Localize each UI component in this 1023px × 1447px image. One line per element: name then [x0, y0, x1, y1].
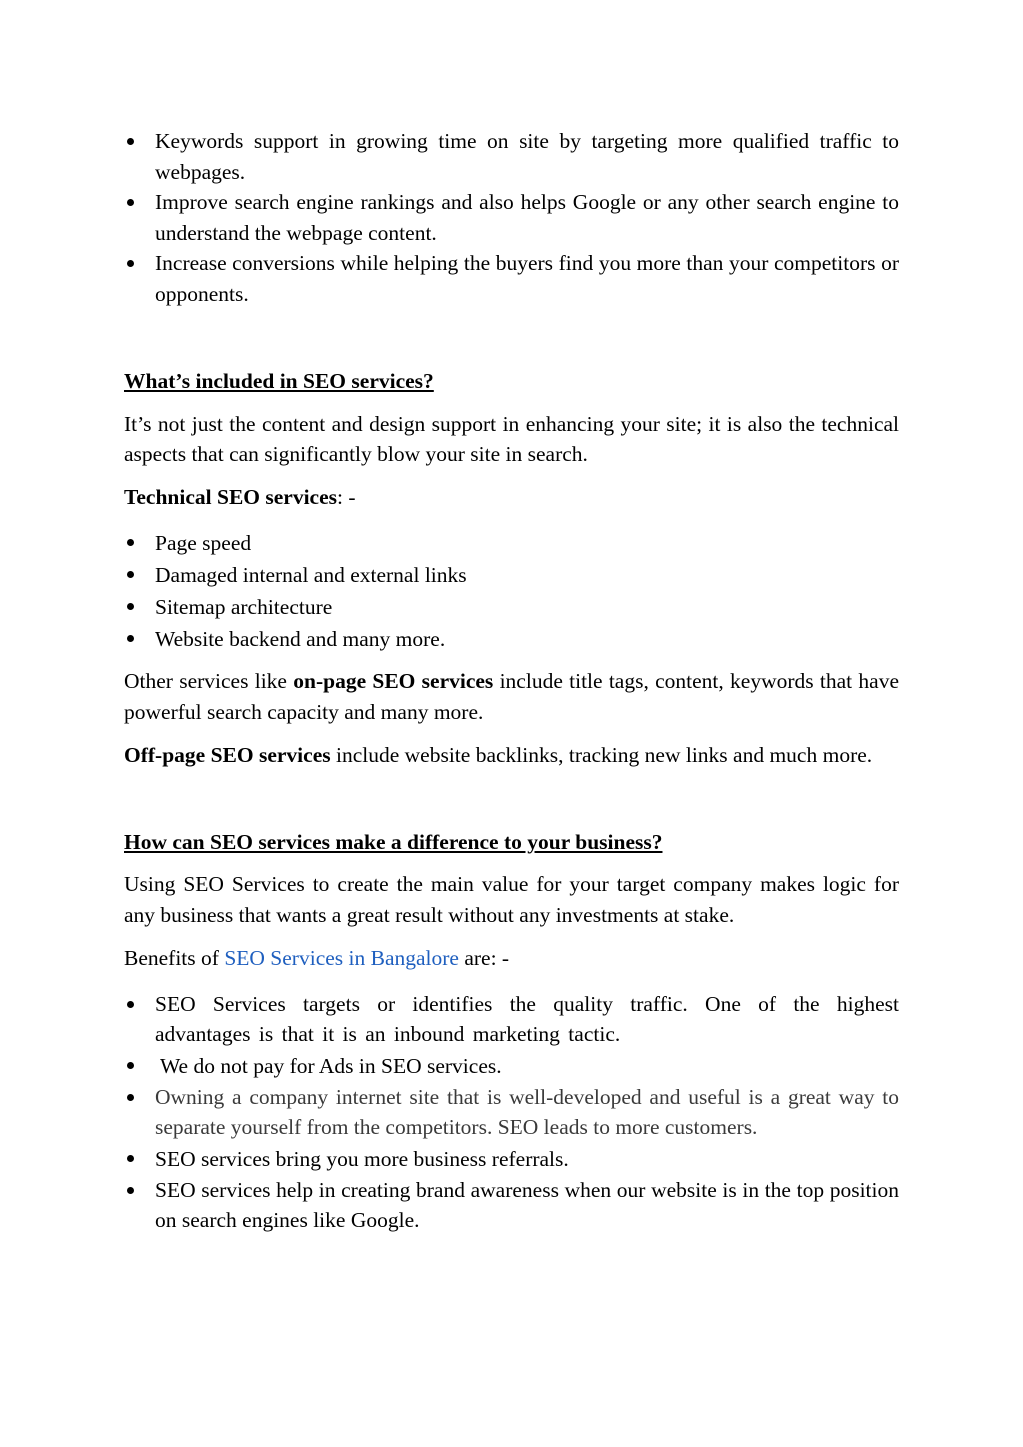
section-heading-whats-included: What’s included in SEO services?: [124, 369, 434, 393]
list-item: Website backend and many more.: [124, 623, 899, 655]
list-item: SEO services help in creating brand awareness when our website is in the top position on search engines like Google.: [124, 1175, 899, 1236]
list-item: SEO Services targets or identifies the quality traffic. One of the highest advantages is that it is an inbound marketing tactic.: [124, 989, 899, 1050]
offpage-suffix: include website backlinks, tracking new links and much more.: [330, 743, 873, 767]
list-item: Owning a company internet site that is well-developed and useful is a great way to separate yourself from the competitors. SEO leads to more customers.: [124, 1082, 899, 1143]
list-item: SEO services bring you more business referrals.: [124, 1143, 899, 1175]
list-item: Sitemap architecture: [124, 591, 899, 623]
onpage-bold: on-page SEO services: [293, 669, 494, 693]
list-item: Improve search engine rankings and also helps Google or any other search engine to understand the webpage content.: [124, 187, 899, 248]
onpage-suffix: include title tags, content, keywords that have powerful search capacity and many more.: [124, 669, 899, 724]
list-item: Page speed: [124, 527, 899, 559]
technical-seo-label: [124, 482, 899, 513]
onpage-prefix: Other services like: [124, 669, 294, 693]
technical-seo-suffix: : -: [337, 484, 356, 509]
list-item: We do not pay for Ads in SEO services.: [124, 1050, 899, 1082]
benefits-prefix: Benefits of: [124, 946, 225, 970]
list-item: Keywords support in growing time on site by targeting more qualified traffic to webpages.: [124, 126, 899, 187]
list-item: Increase conversions while helping the buyers find you more than your competitors or opponents.: [124, 248, 899, 309]
benefits-suffix: are: -: [458, 946, 510, 970]
benefits-list: [124, 989, 899, 1236]
offpage-bold: Off-page SEO services: [124, 743, 331, 767]
onpage-paragraph: [124, 666, 899, 727]
keyword-benefits-list: [124, 126, 899, 309]
offpage-paragraph: [124, 740, 899, 771]
benefits-line: [124, 943, 899, 974]
section-heading-difference: How can SEO services make a difference to your business?: [124, 829, 663, 854]
paragraph-intro: Using SEO Services to create the main value for your target company makes logic for any business that wants a great result without any investments at stake.: [124, 872, 899, 927]
document-content: [124, 126, 899, 1236]
paragraph-intro: It’s not just the content and design support in enhancing your site; it is also the technical aspects that can significantly blow your site in search.: [124, 411, 899, 466]
technical-seo-bold: Technical SEO services: [124, 484, 338, 509]
technical-seo-list: [124, 527, 899, 655]
seo-services-bangalore-link[interactable]: SEO Services in Bangalore: [224, 946, 459, 970]
list-item: Damaged internal and external links: [124, 559, 899, 591]
